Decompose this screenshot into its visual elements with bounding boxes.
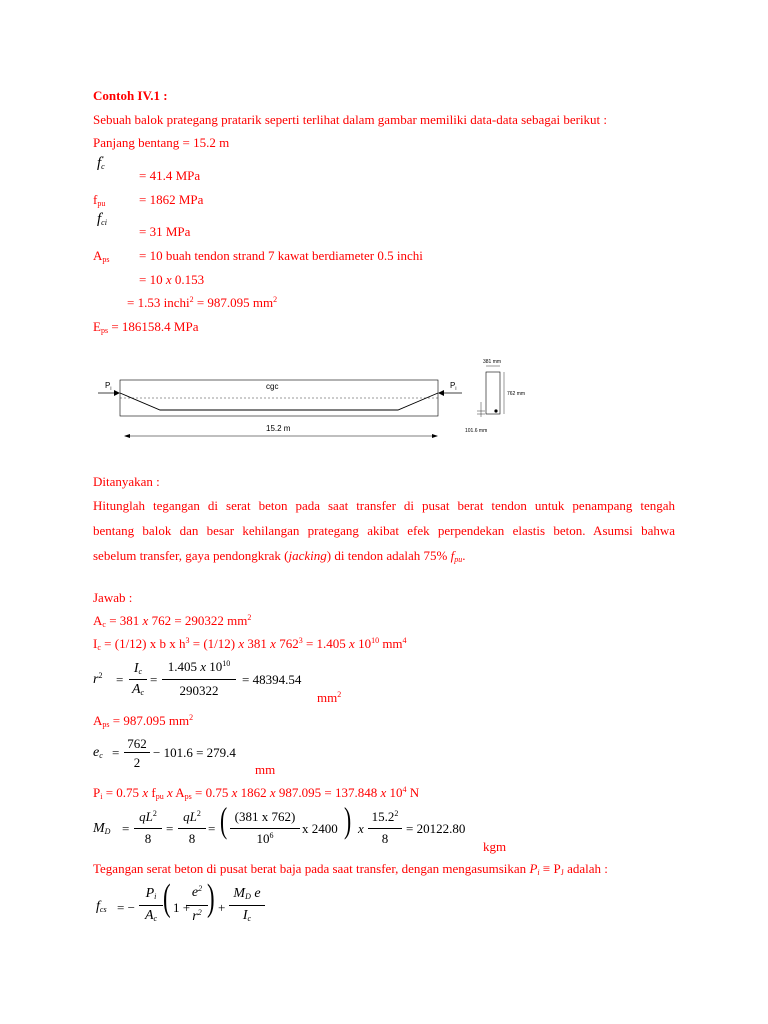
aps-answer-line: $A_{ps} = 987.095$ $mm^2$ <box>93 713 194 729</box>
r2-eq1: = <box>116 672 124 687</box>
cgc-label: cgc <box>266 382 279 391</box>
md-den3: $10^6$ <box>256 831 274 846</box>
span-length: Panjang bentang = 15.2 m <box>93 135 230 150</box>
r2-fraction-bar-2 <box>162 679 236 680</box>
md-num2: $qL^2$ <box>183 809 201 824</box>
example-title: Contoh IV.1 : <box>93 88 168 103</box>
md-fraction-bar-1 <box>134 828 162 829</box>
aps-calc-line: = 10 x 0.153 <box>139 272 205 287</box>
fcs-one: 1 + <box>173 900 191 915</box>
md-num1: $qL^2$ <box>139 809 157 824</box>
r2-num2: 1.405 x $10^{10}$ <box>167 659 231 674</box>
md-x: x <box>358 821 364 836</box>
ec-rest: − 101.6 = 279.4 <box>153 745 236 760</box>
fc-value: = 41.4 MPa <box>139 168 201 183</box>
ec-eq: = <box>112 745 120 760</box>
fcs-num2: $e^2$ <box>191 884 203 900</box>
ec-lhs: $e_c$ <box>93 745 103 760</box>
pi-line: $P_i = 0.75$ x $f_{pu}$ x $A_{ps} = 0.75$ x 1862 x 987.095 = 137.848 x $10^4$ N <box>93 785 420 801</box>
tendon-profile <box>120 393 438 410</box>
pi-right-label: $P_i$ <box>450 381 457 392</box>
md-den4: 8 <box>381 831 389 846</box>
md-eq1: = <box>122 821 130 836</box>
beam-outline <box>120 380 438 416</box>
aps-result-line: = 1.53 inchi$^2$ = 987.095 $mm^2$ <box>127 295 278 310</box>
md-eq2: = <box>166 821 174 836</box>
md-eq3: = <box>208 821 216 836</box>
md-result: = 20122.80 <box>406 821 466 836</box>
fcs-num3: $M_D$ e <box>233 886 261 901</box>
md-fraction-bar-2 <box>178 828 206 829</box>
stress-sentence: Tegangan serat beton di pusat berat baja pada saat transfer, dengan mengasumsikan $P_i \equiv P_J$ adalah : <box>93 861 608 877</box>
ec-num: 762 <box>127 736 147 751</box>
r2-eq2: = <box>150 672 158 687</box>
height-dim-label: 762 mm <box>507 391 525 397</box>
fcs-den2: $r^2$ <box>192 908 202 924</box>
fpu-symbol: $f_{pu}$ <box>93 192 106 208</box>
tendon-dot <box>494 409 497 412</box>
ec-fraction-bar <box>124 752 150 753</box>
width-dim-label: 381 mm <box>483 359 502 365</box>
ec-unit: mm <box>255 762 276 777</box>
fcs-den1: $A_c$ <box>144 908 158 923</box>
r2-lhs: $r^2$ <box>93 671 103 687</box>
aps-symbol: $A_{ps}$ <box>93 248 110 264</box>
ec-den: 2 <box>133 755 141 770</box>
fpu-value: = 1862 MPa <box>139 192 204 207</box>
md-fraction-bar-3 <box>230 828 300 829</box>
fcs-fraction-bar-1 <box>139 905 163 906</box>
fcs-eq: = − <box>117 900 135 915</box>
ac-line: $A_c = 381$ x 762 = 290322 $mm^2$ <box>93 613 252 629</box>
aps-value: = 10 buah tendon strand 7 kawat berdiameter 0.5 inchi <box>139 248 423 263</box>
md-num4: 15.2$^2$ <box>371 809 399 824</box>
ic-line: $I_c = (1/12)$ x b x $h^3 = (1/12)$ x 381 x $762^3 = 1.405$ x $10^{10}$ $mm^4$ <box>93 636 407 652</box>
fcs-fraction-bar-3 <box>229 905 265 906</box>
pi-left-label: $P_i$ <box>105 381 112 392</box>
md-paren-close: ) <box>344 800 352 840</box>
beam-diagram <box>95 353 525 438</box>
fcs-plus: + <box>218 900 226 915</box>
md-den1: 8 <box>144 831 152 846</box>
md-lhs: $M_D$ <box>93 821 111 836</box>
eps-line: $E_{ps} = 186158.4$ MPa <box>93 319 199 335</box>
r2-den2: 290322 <box>179 683 219 698</box>
ecc-dim-label: 101.6 mm <box>465 428 488 434</box>
md-den2: 8 <box>188 831 196 846</box>
md-unit: kgm <box>483 839 507 854</box>
r2-fraction-bar-1 <box>129 679 147 680</box>
md-fraction-bar-4 <box>368 828 402 829</box>
md-num3: (381 x 762) <box>234 809 296 824</box>
r2-unit: $mm^2$ <box>317 690 342 705</box>
fcs-num1: $P_i$ <box>145 886 157 901</box>
md-mid: x 2400 <box>302 821 338 836</box>
cross-section <box>486 372 500 414</box>
answer-label: Jawab : <box>93 590 133 605</box>
fcs-lhs: $f_{cs}$ <box>96 899 107 914</box>
question-paragraph: Hitunglah tegangan di serat beton pada saat transfer di pusat berat tendon untuk penampang tengah bentang balok dan besar kehilangan prategang akibat efek perpendekan elastis beton. Asumsi bahwa sebelum transfer, gaya pendongkrak (jacking) di tendon adalah 75% $f_{pu}$. <box>93 498 675 564</box>
r2-den1: $A_c$ <box>131 682 145 697</box>
md-paren-open: ( <box>220 800 228 840</box>
r2-num1: $I_c$ <box>133 661 143 676</box>
fcs-den3: $I_c$ <box>242 908 252 923</box>
fcs-fraction-bar-2 <box>186 905 208 906</box>
fci-symbol: $f_{ci}'$ <box>97 211 107 227</box>
fcs-paren-open: ( <box>163 877 171 919</box>
intro-text: Sebuah balok prategang pratarik seperti terlihat dalam gambar memiliki data-data sebagai berikut : <box>93 112 608 127</box>
question-label: Ditanyakan : <box>93 474 160 489</box>
fcs-paren-close: ) <box>207 877 215 919</box>
fci-value: = 31 MPa <box>139 224 191 239</box>
span-label: 15.2 m <box>266 424 291 433</box>
fc-symbol: $f_c'$ <box>97 155 105 171</box>
r2-result: = 48394.54 <box>242 672 302 687</box>
